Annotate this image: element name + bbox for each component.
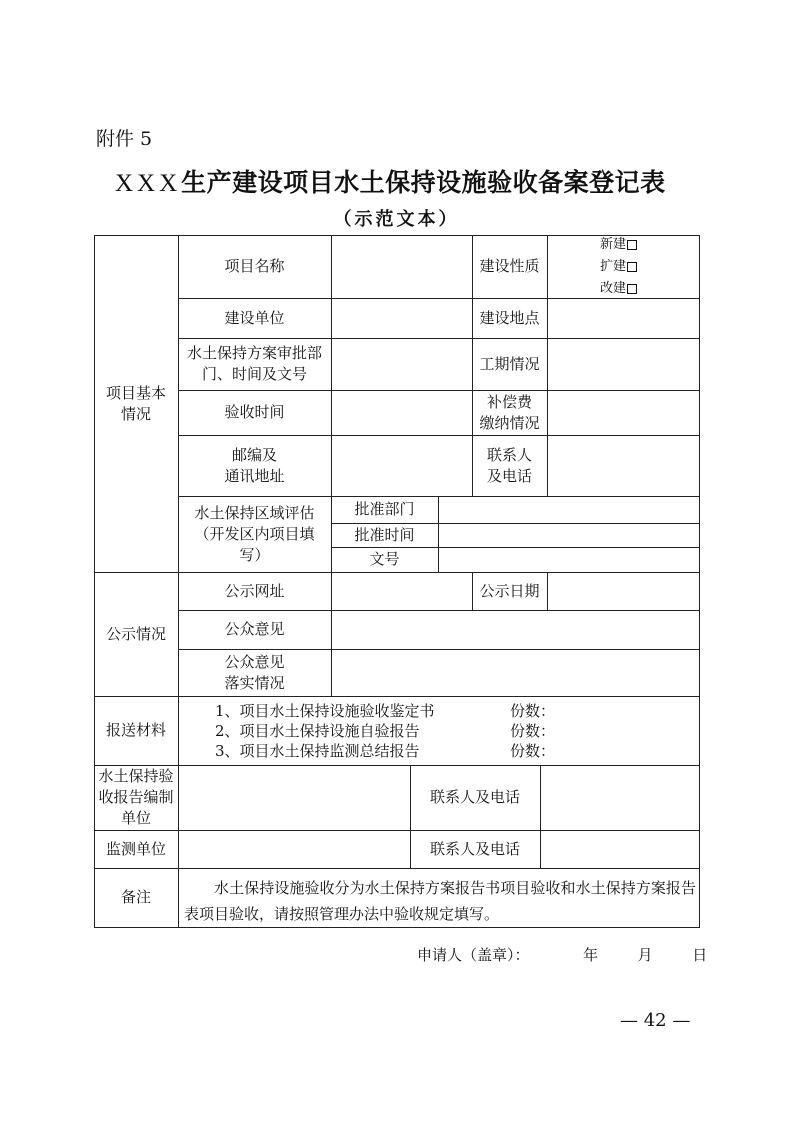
project-name-label: 项目名称 bbox=[224, 257, 285, 275]
approval-dept-field[interactable] bbox=[439, 497, 698, 522]
title-text: 生产建设项目水土保持设施验收备案登记表 bbox=[181, 168, 666, 197]
publicity-date-field[interactable] bbox=[548, 573, 698, 609]
applicant-signature-line bbox=[417, 944, 707, 965]
report-contact-label: 联系人及电话 bbox=[429, 788, 520, 806]
section-materials-label: 报送材料 bbox=[105, 721, 166, 739]
construction-nature-label: 建设性质 bbox=[479, 257, 540, 275]
nature-option-new[interactable]: 新建 bbox=[600, 234, 637, 256]
section-divider bbox=[94, 696, 700, 697]
remarks-label: 备注 bbox=[120, 888, 151, 906]
monitor-contact-label: 联系人及电话 bbox=[429, 839, 520, 858]
public-opinion-label: 公众意见 bbox=[224, 620, 285, 638]
project-name-field[interactable] bbox=[332, 236, 471, 297]
opinion-implementation-label: 公众意见 落实情况 bbox=[224, 652, 285, 692]
contact-phone-field[interactable] bbox=[548, 436, 698, 495]
approval-time-field[interactable] bbox=[439, 524, 698, 546]
applicant-label: 申请人（盖章）： bbox=[417, 946, 530, 964]
material-item: 3、项目水土保持监测总结报告 份数： bbox=[215, 742, 556, 760]
opinion-implementation-field[interactable] bbox=[332, 650, 698, 695]
report-contact-field[interactable] bbox=[541, 766, 698, 829]
material-item: 2、项目水土保持设施自验报告 份数： bbox=[215, 722, 556, 740]
report-unit-field[interactable] bbox=[179, 766, 409, 829]
nature-options bbox=[600, 234, 637, 300]
section-basic-label: 项目基本 情况 bbox=[105, 383, 166, 423]
monitor-unit-label: 监测单位 bbox=[105, 839, 166, 858]
compensation-label: 补偿费 缴纳情况 bbox=[479, 392, 540, 432]
publicity-date-label: 公示日期 bbox=[479, 581, 540, 600]
acceptance-time-label: 验收时间 bbox=[224, 403, 285, 421]
construction-site-field[interactable] bbox=[548, 299, 698, 337]
approval-dept-label: 批准部门 bbox=[354, 500, 415, 518]
publicity-website-label: 公示网址 bbox=[224, 581, 285, 600]
material-count-label: 份数： bbox=[510, 742, 556, 760]
nature-option-rebuild[interactable]: 改建 bbox=[600, 278, 637, 300]
checkbox-icon[interactable] bbox=[627, 240, 637, 250]
material-count-label: 份数： bbox=[510, 702, 556, 720]
year-label: 年 bbox=[583, 946, 599, 964]
title-prefix: XXX bbox=[115, 170, 182, 197]
page-title bbox=[115, 163, 666, 199]
publicity-website-field[interactable] bbox=[332, 573, 471, 609]
construction-unit-field[interactable] bbox=[332, 299, 471, 337]
month-label: 月 bbox=[637, 946, 653, 964]
page-number: — 42 — bbox=[620, 1010, 691, 1031]
day-label: 日 bbox=[692, 946, 708, 964]
plan-approval-field[interactable] bbox=[332, 339, 471, 389]
schedule-label: 工期情况 bbox=[479, 354, 540, 373]
nature-option-expand[interactable]: 扩建 bbox=[600, 256, 637, 278]
monitor-unit-field[interactable] bbox=[179, 831, 409, 867]
attachment-label: 附件 5 bbox=[96, 128, 153, 150]
compensation-field[interactable] bbox=[548, 391, 698, 434]
table-border-right bbox=[699, 235, 700, 927]
material-item: 1、项目水土保持设施验收鉴定书 份数： bbox=[215, 702, 556, 720]
regional-eval-label: 水土保持区域评估 （开发区内项目填 写） bbox=[194, 503, 315, 564]
section-publicity-label: 公示情况 bbox=[105, 624, 166, 643]
report-unit-label: 水土保持验 收报告编制 单位 bbox=[98, 767, 174, 827]
plan-approval-label: 水土保持方案审批部 门、时间及文号 bbox=[186, 344, 322, 383]
doc-number-label: 文号 bbox=[369, 550, 400, 568]
subtitle: （示范文本） bbox=[333, 209, 460, 230]
acceptance-time-field[interactable] bbox=[332, 391, 471, 434]
checkbox-icon[interactable] bbox=[627, 284, 637, 294]
remarks-text: 水土保持设施验收分为水土保持方案报告书项目验收和水土保持方案报告表项目验收，请按照管理办法中验收规定填写。 bbox=[184, 879, 696, 923]
checkbox-icon[interactable] bbox=[627, 262, 637, 272]
postcode-address-label: 邮编及 通讯地址 bbox=[224, 445, 285, 485]
doc-number-field[interactable] bbox=[439, 548, 698, 571]
schedule-field[interactable] bbox=[548, 339, 698, 389]
contact-phone-label: 联系人 及电话 bbox=[486, 445, 532, 485]
approval-time-label: 批准时间 bbox=[354, 525, 415, 544]
monitor-contact-field[interactable] bbox=[541, 831, 698, 867]
table-border-bottom bbox=[94, 927, 700, 928]
material-count-label: 份数： bbox=[510, 722, 556, 740]
public-opinion-field[interactable] bbox=[332, 611, 698, 648]
construction-site-label: 建设地点 bbox=[479, 308, 540, 327]
construction-unit-label: 建设单位 bbox=[224, 308, 285, 327]
section-divider bbox=[94, 868, 700, 869]
postcode-address-field[interactable] bbox=[332, 436, 471, 495]
